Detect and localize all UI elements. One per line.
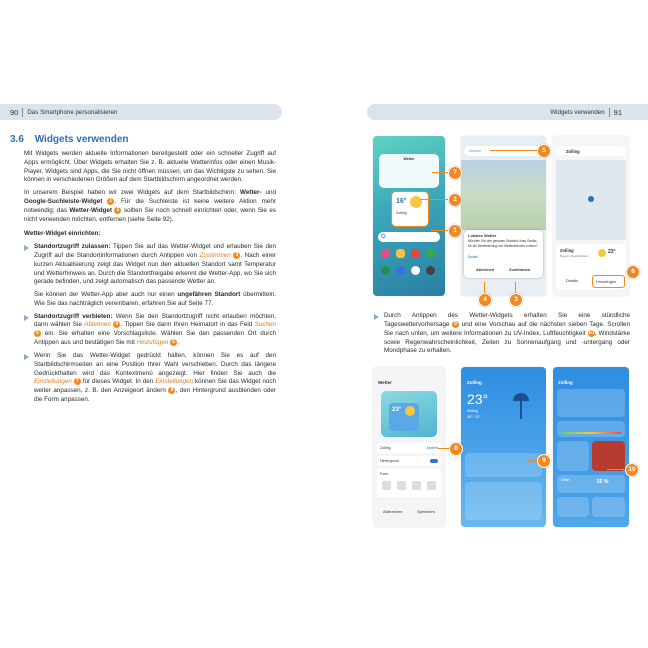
- link-suchen: Suchen: [254, 321, 276, 329]
- person-umbrella-icon: [511, 393, 531, 421]
- pollen-panel: [592, 441, 625, 471]
- sun-icon: [410, 196, 422, 208]
- camera-icon[interactable]: [426, 266, 435, 275]
- right-page-number: 91: [613, 107, 622, 117]
- rain-panel: [557, 497, 589, 517]
- background-toggle[interactable]: [430, 459, 438, 463]
- section-number: 3.6: [10, 134, 24, 145]
- marker-9: 9: [452, 321, 459, 328]
- callout-2: 2: [448, 193, 462, 207]
- chrome-icon[interactable]: [411, 266, 420, 275]
- callout-6: 6: [626, 265, 640, 279]
- sun-icon: [598, 249, 606, 257]
- app-icon[interactable]: [411, 249, 420, 258]
- approx-location-paragraph: Sie können der Wetter-App aber auch nur einen ungefähren Standort übermitteln. Wie Sie das nachträglich vereinbaren, erfahren Sie auf Seite 77.: [34, 291, 277, 307]
- google-g-icon: G: [381, 234, 386, 240]
- app-icon[interactable]: [426, 249, 435, 258]
- left-body-text: [24, 150, 276, 409]
- weather-widget[interactable]: 16° Zolling: [391, 191, 429, 227]
- cancel-button[interactable]: Abbrechen: [383, 509, 403, 514]
- intro-paragraph: Mit Widgets werden aktuelle Informationen bereitgestellt oder ein schneller Zugriff auf Apps ermöglicht. Über Widgets erhalten Sie z. B. aktuelle Wetterinfos oder einen Musik-Player. Widgets sind Apps, die Sie nicht öffnen müssen, um das Wichtigste zu sehen. Sie können in verschiedenen Größen auf dem Startbildschirm angeordnet werden.: [24, 150, 276, 184]
- map-area[interactable]: [461, 160, 546, 230]
- sun-icon: [405, 406, 415, 416]
- marker-5: 5: [34, 330, 41, 337]
- screenshot-details: Zolling Mittel 55 %: [553, 367, 629, 527]
- screenshot-widget-settings: Wetter 23° Zolling Ändern Hintergrund Form Abbrechen Speichern: [373, 367, 445, 527]
- google-search-widget[interactable]: [378, 232, 440, 242]
- link-hinzufuegen: Hinzufügen: [136, 339, 169, 347]
- callout-line: [431, 230, 448, 231]
- screenshot-forecast: Zolling 23° Wolkig 26° / 13°: [461, 367, 546, 527]
- daily-panel: [557, 389, 625, 417]
- deny-button[interactable]: Ablehnen: [476, 267, 495, 272]
- callout-10: 10: [625, 463, 639, 477]
- callout-7: 7: [448, 166, 462, 180]
- location-pin-icon: [588, 196, 594, 202]
- callout-line: [607, 469, 625, 470]
- callout-line: [490, 150, 538, 151]
- wind-panel: [557, 441, 589, 471]
- marker-6: 6: [170, 339, 177, 346]
- app-icon[interactable]: [396, 249, 405, 258]
- right-page-header: [367, 104, 648, 120]
- marker-1: 1: [107, 198, 114, 205]
- left-page-number: 90: [10, 107, 19, 117]
- marker-2: 2: [114, 207, 121, 214]
- marker-4: 4: [113, 321, 120, 328]
- uv-panel: [557, 421, 625, 437]
- bullet-widget-settings: Wenn Sie das Wetter-Widget gedrückt halten, können Sie es auf den Startbildschirmseiten an eine Position Ihrer Wahl verschieben. Durch das längere Gedrückthalten wird das Kontextmenü angezeigt. Hier finden Sie auch die Einstellungen 7 für dieses Widget. In den Einstellungen können Sie das Widget noch weiter anpassen, z. B. den Anzeigeort ändern 8 , den Hintergrund ausblenden oder die Form anpassen.: [24, 352, 276, 405]
- callout-4: 4: [478, 293, 492, 307]
- humidity-panel: Mittel 55 %: [557, 475, 625, 493]
- callout-line: [420, 199, 448, 200]
- add-button[interactable]: Hinzufügen: [592, 275, 625, 288]
- section-title: Widgets verwenden: [34, 134, 129, 145]
- save-button[interactable]: Speichern: [417, 509, 436, 514]
- callout-line: [432, 172, 448, 173]
- screenshot-map: [461, 136, 546, 296]
- sun-panel: [592, 497, 625, 517]
- right-header-title: Widgets verwenden: [550, 108, 605, 116]
- screenshot-search: [553, 136, 629, 296]
- background-row[interactable]: Hintergrund: [377, 456, 441, 466]
- search-field[interactable]: Zolling: [556, 146, 626, 156]
- left-header-title: Das Smartphone personalisieren: [27, 108, 118, 116]
- marker-8: 8: [168, 387, 175, 394]
- header-separator: [609, 108, 610, 117]
- link-ablehnen: Ablehnen: [84, 321, 111, 329]
- map-search-field[interactable]: Suchen: [464, 146, 543, 156]
- widget-panel: Wetter: [379, 154, 439, 188]
- phone-icon[interactable]: [381, 266, 390, 275]
- messages-icon[interactable]: [396, 266, 405, 275]
- details-button[interactable]: Details: [566, 278, 579, 283]
- header-separator: [22, 108, 23, 117]
- search-map[interactable]: [556, 160, 626, 240]
- bullet-allow-location: Standortzugriff zulassen: Tippen Sie auf das Wetter-Widget und erlauben Sie den Zugriff auf die Standortinformationen durch Antippen von Zustimmen 3 . Nach einer kurzen Aktualisierung zeigt das Widget nun den aktuellen Standort samt Temperatur und Wetterhinweis an. Durch die Standortfreigabe erkennt die Wetter-App, wo Sie sich gerade befinden, und zeigt automatisch das passende Wetter an.: [24, 243, 276, 287]
- left-page-header: [0, 104, 282, 120]
- allow-button[interactable]: Zustimmen: [509, 267, 531, 272]
- marker-10: 10: [588, 329, 594, 336]
- marker-3: 3: [233, 252, 240, 259]
- place-card: Zolling Bayern, Deutschland 23° Details Hinzufügen: [556, 244, 626, 290]
- example-paragraph: In unserem Beispiel haben wir zwei Widgets auf dem Startbildschirm: Wetter- und Google-Suchleiste-Widget 1 . Für die Suchleiste ist keine weitere Aktion mehr notwendig; das Wetter-Widget 2 sollten Sie noch schnell einrichten oder, wenn Sie es nicht verwenden möchten, entfernen (siehe Seite 92).: [24, 189, 277, 223]
- section-heading: [10, 134, 129, 145]
- weekly-forecast[interactable]: [465, 482, 542, 520]
- marker-7: 7: [74, 378, 81, 385]
- location-dialog: Lokales Wetter Möchten Sie den genauen Standort Ihres Geräts für die Bereitstellung von Wetterdiensten nutzen? Details Ablehnen Zustimmen: [464, 230, 543, 278]
- callout-9: 9: [537, 454, 551, 468]
- right-paragraph: Durch Antippen des Wetter-Widgets erhalten Sie eine stündliche Tageswettervorhersage 9 und eine Vorschau auf die nächsten sieben Tage. Scrollen Sie nach unten, um weitere Informationen zu UV-Index, Luftfeuchtigkeit 10, Windstärke sowie Regenwahrscheinlichkeit, Zeiten zu Sonnenaufgang und -untergang oder Mondphase zu erhalten.: [374, 312, 630, 360]
- sub-heading: Wetter-Widget einrichten:: [24, 230, 101, 238]
- callout-5: 5: [537, 144, 551, 158]
- link-einstellungen-2: Einstellungen: [155, 378, 194, 386]
- callout-3: 3: [509, 293, 523, 307]
- callout-8: 8: [449, 442, 463, 456]
- link-einstellungen: Einstellungen: [34, 378, 72, 386]
- bullet-deny-location: Standortzugriff verbieten: Wenn Sie den Standortzugriff nicht erlauben möchten, dann wählen Sie Ablehnen 4 . Tippen Sie dann Ihren Heimatort in das Feld Suchen 5 ein. Sie erhalten eine Vorschlagsliste. Wählen Sie den passenden Ort durch Antippen aus und bestätigen Sie mit Hinzufügen 6 .: [24, 313, 276, 349]
- screenshot-home: [373, 136, 445, 296]
- app-icon[interactable]: [381, 249, 390, 258]
- hourly-forecast[interactable]: [465, 453, 542, 477]
- widget-preview: 23°: [381, 391, 437, 437]
- location-row[interactable]: Zolling Ändern: [377, 443, 441, 453]
- link-zustimmen: Zustimmen: [199, 252, 231, 260]
- callout-1: 1: [448, 224, 462, 238]
- shape-row[interactable]: Form: [377, 469, 441, 497]
